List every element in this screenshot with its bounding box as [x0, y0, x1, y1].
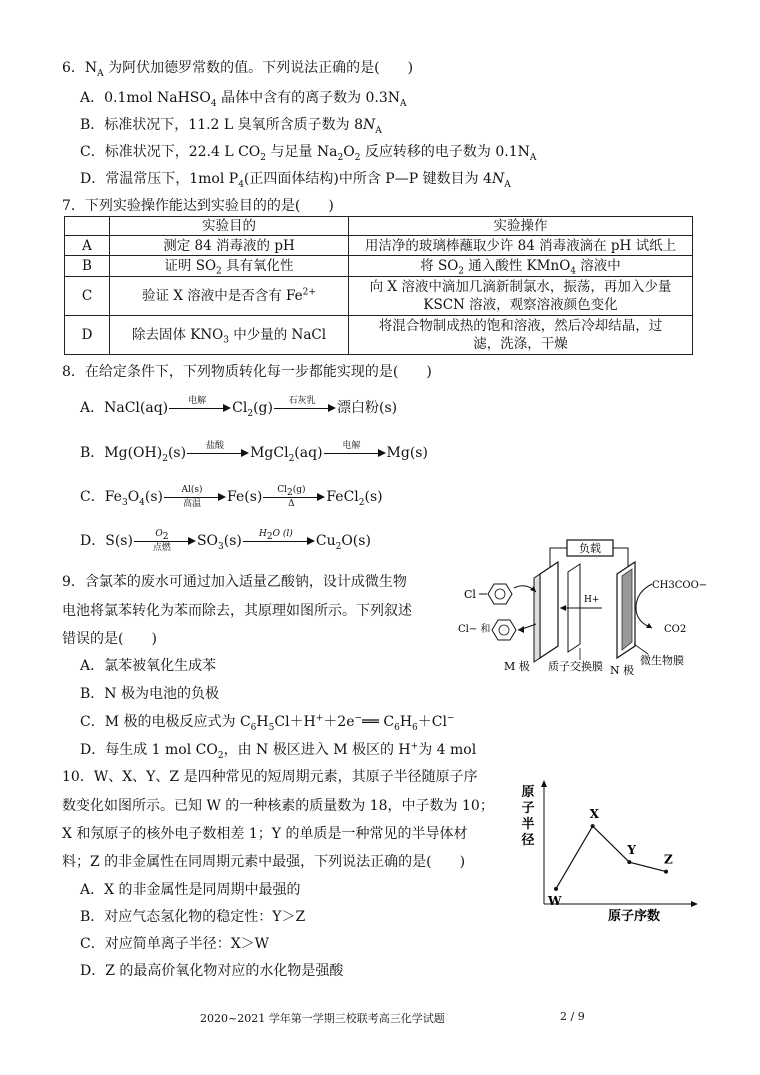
arrow-condition-top: $H_2O$ (l)	[258, 529, 293, 542]
arrow-condition-bottom: 高温	[183, 499, 202, 509]
q10-option-c: C．对应简单离子半径：X＞W	[80, 936, 270, 952]
option-label: B．	[80, 445, 105, 461]
q6-option-b: B．标准状况下，11.2 L 臭氧所含质子数为 $8N_A$	[80, 117, 382, 136]
q6-stem: 6．$N_A$ 为阿伏加德罗常数的值。下列说法正确的是( )	[62, 60, 414, 79]
q9-option-d: D．每生成 1 mol $CO_2$，由 N 极区进入 M 极区的 H+为 4 mol	[80, 741, 477, 761]
q10-option-d: D．Z 的最高价氧化物对应的水化物是强酸	[80, 963, 344, 979]
arrow-condition-top: Al(s)	[181, 485, 203, 495]
reaction-arrow	[274, 398, 336, 418]
products-label: Cl− 和	[458, 624, 491, 635]
table-header-cell	[65, 217, 110, 236]
row-purpose: 测定 84 消毒液的 pH	[110, 236, 349, 256]
q8-option-c	[80, 487, 383, 507]
table-header-cell: 实验操作	[349, 217, 693, 236]
intermediate: MgCl$_2$(aq)	[250, 445, 323, 464]
intermediate: $Cl_2(g)$	[232, 400, 273, 419]
data-point-x	[591, 824, 595, 828]
q10-radius-chart	[516, 776, 700, 922]
q9-option-b: B．N 极为电池的负极	[80, 686, 219, 702]
reaction-arrow	[164, 487, 226, 507]
product: FeCl$_2$(s)	[326, 489, 383, 508]
row-operation: 将 $SO_2$ 通入酸性 KMnO$_4$ 溶液中	[349, 256, 693, 277]
q8-option-b	[80, 443, 428, 463]
table-row	[65, 277, 693, 316]
reaction-arrow	[134, 531, 196, 551]
y-axis-label-char: 原	[521, 785, 535, 800]
product: Mg(s)	[386, 445, 428, 461]
arrow-condition-bottom: 点燃	[152, 543, 171, 553]
option-label: A．	[80, 400, 105, 416]
option-label: D．	[80, 533, 106, 549]
proton-label: H+	[584, 595, 600, 605]
y-axis-label	[520, 784, 534, 848]
chlorobenzene-ring	[488, 584, 512, 604]
co2-label: CO2	[664, 624, 687, 635]
radius-trend-line	[556, 826, 666, 889]
page-number: 2 / 9	[560, 1010, 585, 1023]
arrow-condition-top: 石灰乳	[288, 396, 316, 406]
acetate-label: CH3COO−	[652, 580, 708, 591]
arrow-condition-bottom: Δ	[288, 499, 295, 509]
row-purpose: 除去固体 $KNO_3$ 中少量的 NaCl	[110, 316, 349, 355]
arrow-condition-top: 盐酸	[206, 441, 225, 451]
q9-option-a: A．氯苯被氧化生成苯	[80, 658, 217, 674]
q9-battery-diagram	[452, 536, 722, 684]
y-axis-label-char: 子	[521, 801, 535, 816]
y-axis-label-char: 半	[521, 817, 535, 832]
footer-title: 2020~2021 学年第一学期三校联考高三化学试题	[200, 1012, 445, 1025]
x-axis-label: 原子序数	[607, 909, 661, 922]
row-purpose: 证明 $SO_2$ 具有氧化性	[110, 256, 349, 277]
q10-option-a: A．X 的非金属性是同周期中最强的	[80, 882, 301, 898]
series-line	[547, 807, 673, 908]
data-label-z: Z	[664, 852, 673, 867]
table-header-row	[65, 217, 693, 236]
q10-stem-line4: 料；Z 的非金属性在同周期元素中最强，下列说法正确的是( )	[62, 854, 466, 870]
row-purpose: 验证 X 溶液中是否含有 $Fe^{2+}$	[110, 277, 349, 316]
reactant: S(s)	[105, 533, 133, 549]
product: 漂白粉(s)	[336, 400, 398, 416]
data-label-x: X	[589, 807, 599, 822]
data-label-y: Y	[627, 843, 636, 858]
q8-option-a	[80, 398, 397, 418]
biofilm-layer	[622, 569, 632, 650]
row-label: B	[65, 256, 110, 277]
m-electrode-side	[534, 574, 540, 662]
n-reaction-arc	[636, 584, 652, 628]
benzene-ring	[492, 620, 516, 640]
q10-stem-line3: X 和氖原子的核外电子数相差 1；Y 的单质是一种常见的半导体材	[62, 826, 468, 842]
data-point-w	[554, 887, 558, 891]
reaction-arrow	[324, 443, 386, 463]
q9-stem-line2: 电池将氯苯转化为苯而除去，其原理如图所示。下列叙述	[62, 603, 412, 619]
m-pole-label: M 极	[504, 660, 530, 673]
data-label-w: W	[548, 893, 562, 908]
intermediate: Fe(s)	[227, 489, 263, 505]
row-operation: 用洁净的玻璃棒蘸取少许 84 消毒液滴在 pH 试纸上	[349, 236, 693, 256]
q10-stem-line1: 10．W、X、Y、Z 是四种常见的短周期元素，其原子半径随原子序	[62, 769, 478, 785]
reactant: NaCl(aq)	[104, 400, 169, 416]
y-axis-label-char: 径	[521, 833, 535, 848]
reactant: $Mg(OH)_2(s)$	[104, 445, 187, 464]
data-point-y	[627, 860, 631, 864]
q6-option-c: C．标准状况下，22.4 L $CO_2$ 与足量 $Na_2O_2$ 反应转移的电子数为 $0.1N_A$	[80, 144, 537, 163]
table-row	[65, 236, 693, 256]
q9-stem-line1: 9．含氯苯的废水可通过加入适量乙酸钠，设计成微生物	[62, 574, 407, 590]
table-row	[65, 316, 693, 355]
load-label: 负载	[579, 542, 601, 555]
reaction-arrow	[187, 443, 249, 463]
row-label: A	[65, 236, 110, 256]
q7-table	[64, 216, 693, 355]
reactant: $Fe_3O_4(s)$	[104, 489, 164, 508]
table-header-cell: 实验目的	[110, 217, 349, 236]
reaction-arrow	[169, 398, 231, 418]
option-label: C．	[80, 489, 105, 505]
q10-stem-line2: 数变化如图所示。已知 W 的一种核素的质量数为 18，中子数为 10；	[62, 798, 494, 814]
membrane-label: 质子交换膜	[548, 660, 603, 673]
arrow-condition-top: 电解	[188, 396, 207, 406]
reaction-arrow	[263, 487, 325, 507]
arrow-condition-top: $O_2$	[155, 529, 169, 542]
table-row	[65, 256, 693, 277]
q7-stem: 7．下列实验操作能达到实验目的的是( )	[62, 198, 334, 214]
q8-option-d	[80, 531, 371, 551]
product: $Cu_2O(s)$	[315, 533, 371, 552]
n-pole-label: N 极	[610, 664, 635, 677]
m-electrode	[540, 562, 558, 658]
biofilm-label: 微生物膜	[640, 654, 684, 667]
reaction-arrow	[243, 531, 315, 551]
data-point-z	[664, 870, 668, 874]
row-operation: 向 X 溶液中滴加几滴新制氯水，振荡，再加入少量 KSCN 溶液，观察溶液颜色变化	[349, 277, 693, 316]
q6-option-a: A．0.1mol NaHSO$_4$ 晶体中含有的离子数为 $0.3N_A$	[80, 90, 407, 109]
row-label: D	[65, 316, 110, 355]
q9-option-c: C．M 极的电极反应式为 $C_6H_5Cl+H^++2e^-══$ $C_6H_6+Cl^-$	[80, 713, 455, 733]
row-label: C	[65, 277, 110, 316]
q8-stem: 8．在给定条件下，下列物质转化每一步都能实现的是( )	[62, 364, 432, 380]
row-operation: 将混合物制成热的饱和溶液，然后冷却结晶，过 滤，洗涤，干燥	[349, 316, 693, 355]
q6-option-d: D．常温常压下，1mol $P_4$(正四面体结构)中所含 P—P 键数目为 $4N_A$	[80, 171, 511, 190]
arrow-condition-top: $Cl_2(g)$	[277, 485, 306, 498]
chlorobenzene-cl-label: Cl	[464, 588, 476, 601]
q9-stem-line3: 错误的是( )	[62, 631, 157, 647]
intermediate: $SO_3(s)$	[196, 533, 242, 552]
arrow-condition-top: 电解	[342, 441, 361, 451]
q10-option-b: B．对应气态氢化物的稳定性：Y＞Z	[80, 909, 306, 925]
